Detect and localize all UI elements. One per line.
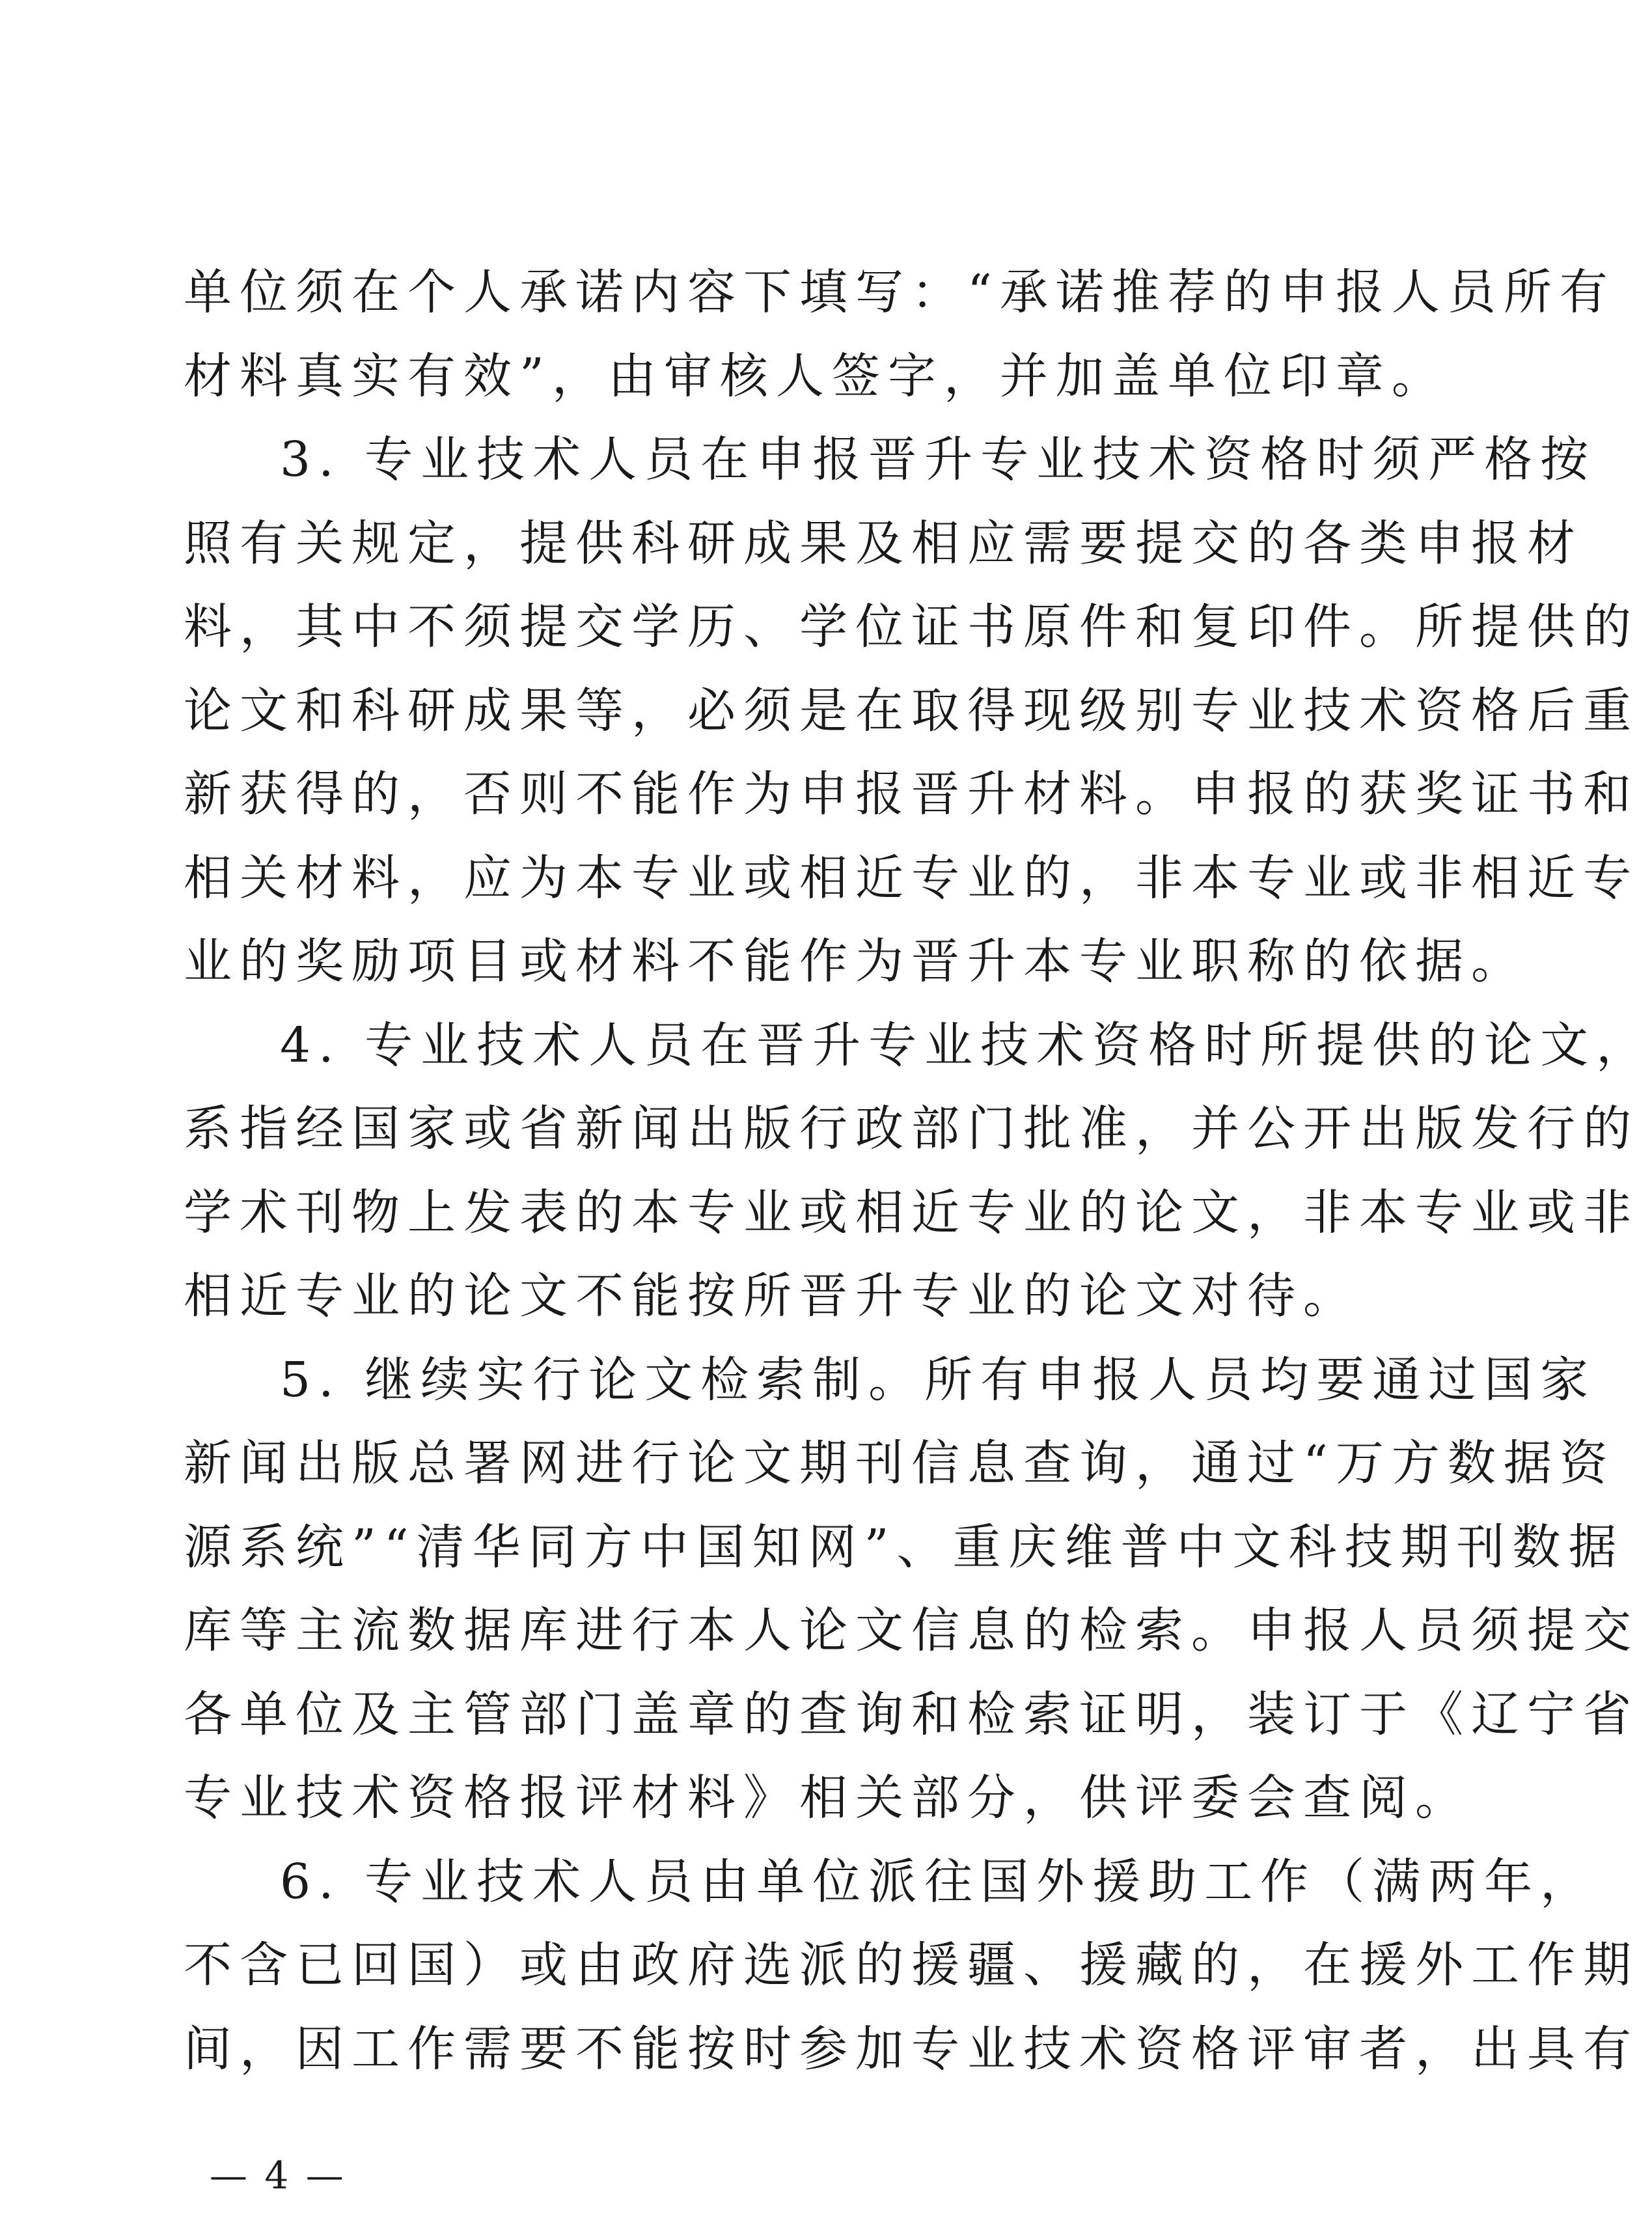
text-line: 业的奖励项目或材料不能作为晋升本专业职称的依据。	[184, 933, 1527, 989]
text-line: 料，其中不须提交学历、学位证书原件和复印件。所提供的	[184, 599, 1639, 655]
text-line: 专业技术资格报评材料》相关部分，供评委会查阅。	[184, 1770, 1471, 1826]
text-line: 6. 专业技术人员由单位派往国外援助工作（满两年，	[280, 1853, 1597, 1910]
text-line: 材料真实有效”，由审核人签字，并加盖单位印章。	[184, 348, 1448, 404]
text-line: 库等主流数据库进行本人论文信息的检索。申报人员须提交	[184, 1603, 1639, 1659]
text-line: 照有关规定，提供科研成果及相应需要提交的各类申报材	[184, 515, 1583, 572]
text-line: 间，因工作需要不能按时参加专业技术资格评审者，出具有	[184, 2020, 1639, 2077]
text-line: 5. 继续实行论文检索制。所有申报人员均要通过国家	[280, 1351, 1597, 1408]
text-line: 不含已回国）或由政府选派的援疆、援藏的，在援外工作期	[184, 1937, 1639, 1993]
page-number: — 4 —	[210, 2153, 346, 2198]
text-line: 论文和科研成果等，必须是在取得现级别专业技术资格后重	[184, 682, 1639, 739]
text-line: 各单位及主管部门盖章的查询和检索证明，装订于《辽宁省	[184, 1686, 1639, 1743]
text-line: 相关材料，应为本专业或相近专业的，非本专业或非相近专	[184, 849, 1639, 906]
body-text	[184, 251, 1652, 2091]
text-line: 单位须在个人承诺内容下填写：“承诺推荐的申报人员所有	[184, 264, 1616, 320]
text-line: 系指经国家或省新闻出版行政部门批准，并公开出版发行的	[184, 1101, 1639, 1157]
text-line: 4. 专业技术人员在晋升专业技术资格时所提供的论文，	[280, 1017, 1652, 1073]
text-line: 新闻出版总署网进行论文期刊信息查询，通过“万方数据资	[184, 1435, 1616, 1491]
text-line: 相近专业的论文不能按所晋升专业的论文对待。	[184, 1268, 1359, 1324]
text-line: 源系统”“清华同方中国知网”、重庆维普中文科技期刊数据	[184, 1519, 1625, 1575]
text-line: 新获得的，否则不能作为申报晋升材料。申报的获奖证书和	[184, 766, 1639, 822]
text-line: 学术刊物上发表的本专业或相近专业的论文，非本专业或非	[184, 1184, 1639, 1241]
text-line: 3. 专业技术人员在申报晋升专业技术资格时须严格按	[280, 432, 1597, 488]
